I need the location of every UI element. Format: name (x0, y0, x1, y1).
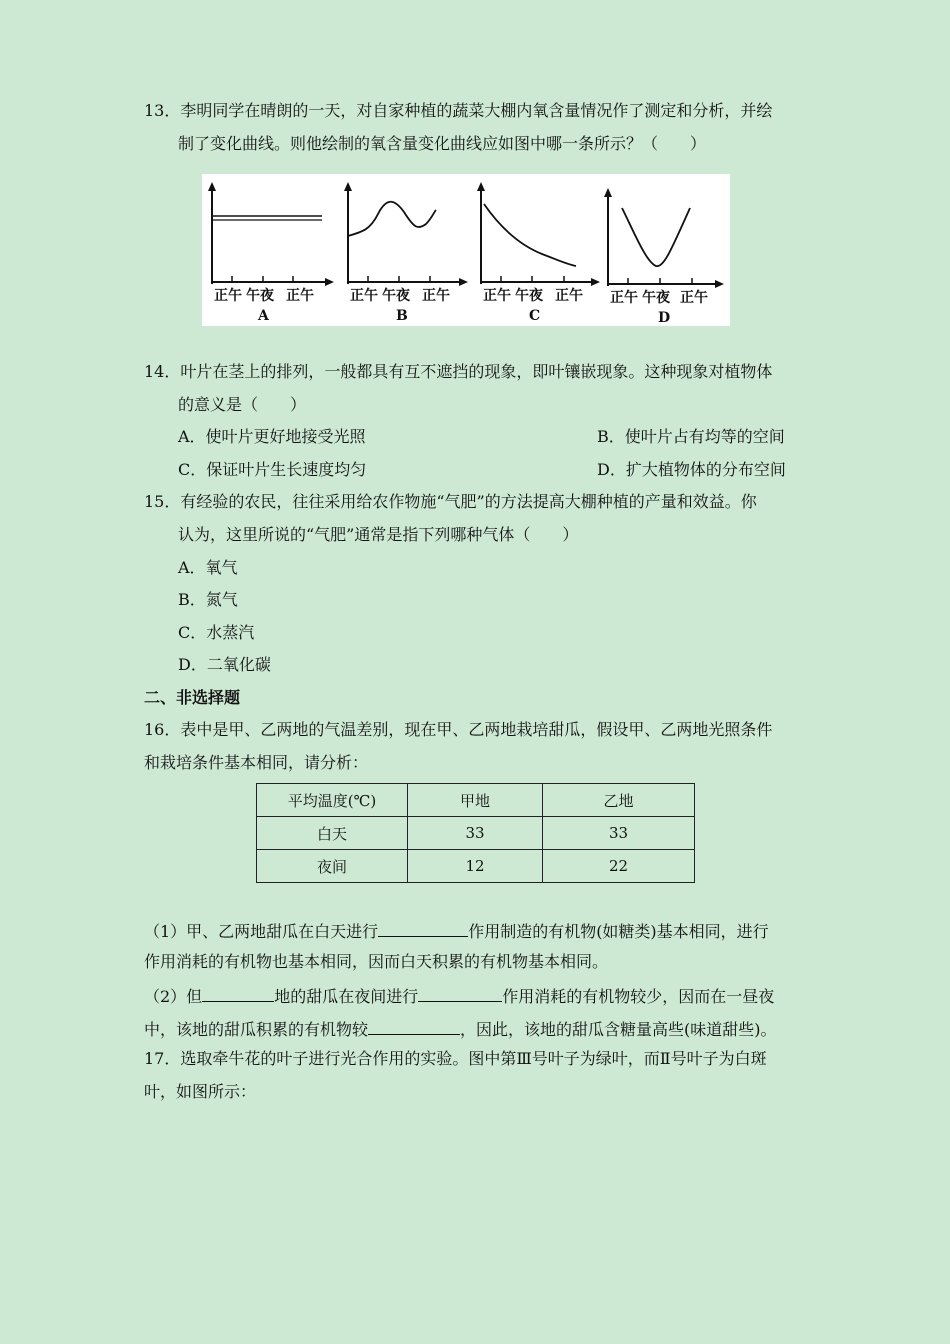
q16-part1-line2: 作用消耗的有机物也基本相同，因而白天积累的有机物基本相同。 (144, 952, 609, 971)
q16-part2-text-a: （2）但 (144, 987, 203, 1006)
q16-part2-line1 (144, 983, 774, 1008)
table-cell: 22 (543, 850, 695, 883)
q15-line2: 认为，这里所说的“气肥”通常是指下列哪种气体（ ） (178, 525, 579, 544)
graph-c-label-2: 午夜 (515, 288, 543, 304)
graph-b-label-3: 正午 (422, 288, 450, 304)
oxygen-curve-figure (202, 174, 730, 326)
q13-line1: 13．李明同学在晴朗的一天，对自家种植的蔬菜大棚内氧含量情况作了测定和分析，并绘 (144, 101, 773, 120)
graph-d (604, 188, 724, 326)
q17-line2: 叶，如图所示： (144, 1082, 257, 1101)
curve-c (484, 204, 576, 266)
q14-option-a: A．使叶片更好地接受光照 (178, 427, 366, 446)
table-header-row (257, 784, 695, 817)
graph-a-label-1: 正午 (214, 288, 242, 304)
section-heading: 二、非选择题 (144, 688, 241, 707)
graph-c-label-1: 正午 (483, 288, 511, 304)
q14-option-b: B．使叶片占有均等的空间 (597, 427, 785, 446)
table-cell: 夜间 (257, 850, 408, 883)
q14-option-d: D．扩大植物体的分布空间 (597, 460, 786, 479)
graph-c (477, 182, 600, 324)
curve-b (348, 202, 436, 236)
table-row (257, 850, 695, 883)
q16-part2-text-b: 地的甜瓜在夜间进行 (274, 987, 419, 1006)
table-cell: 白天 (257, 817, 408, 850)
table-header-cell: 甲地 (408, 784, 543, 817)
q16-part2-text-c: 作用消耗的有机物较少，因而在一昼夜 (502, 987, 775, 1006)
graph-a-letter: A (258, 308, 269, 324)
graph-c-letter: C (529, 308, 541, 324)
oxygen-curve-graphs (202, 174, 730, 326)
graph-b-letter: B (396, 308, 408, 324)
graph-d-label-1: 正午 (610, 290, 638, 306)
answer-blank-4[interactable] (368, 1016, 460, 1035)
q15-option-c: C．水蒸汽 (178, 623, 255, 642)
q14-option-c: C．保证叶片生长速度均匀 (178, 460, 367, 479)
graph-a-label-2: 午夜 (246, 288, 274, 304)
q14-line2: 的意义是（ ） (178, 395, 307, 414)
temperature-table (256, 783, 695, 883)
q14-line1: 14．叶片在茎上的排列，一般都具有互不遮挡的现象，即叶镶嵌现象。这种现象对植物体 (144, 362, 773, 381)
table-header-cell: 乙地 (543, 784, 695, 817)
graph-d-letter: D (658, 310, 671, 326)
q16-line1: 16．表中是甲、乙两地的气温差别，现在甲、乙两地栽培甜瓜，假设甲、乙两地光照条件 (144, 720, 773, 739)
answer-blank-2[interactable] (202, 983, 274, 1002)
graph-b (344, 182, 468, 324)
q16-part1-text-b: 作用制造的有机物(如糖类)基本相同，进行 (468, 922, 769, 941)
graph-a (208, 182, 334, 324)
q16-part1-text-a: （1）甲、乙两地甜瓜在白天进行 (144, 922, 379, 941)
q15-line1: 15．有经验的农民，往往采用给农作物施“气肥”的方法提高大棚种植的产量和效益。你 (144, 492, 757, 511)
graph-b-label-1: 正午 (350, 288, 378, 304)
graph-d-label-2: 午夜 (642, 290, 670, 306)
q16-part2-text-d: 中，该地的甜瓜积累的有机物较 (144, 1020, 369, 1039)
graph-a-label-3: 正午 (286, 288, 314, 304)
table-row (257, 817, 695, 850)
graph-c-label-3: 正午 (555, 288, 583, 304)
q16-part1-line1 (144, 918, 769, 943)
graph-d-label-3: 正午 (680, 290, 708, 306)
q16-part2-text-e: ，因此，该地的甜瓜含糖量高些(味道甜些)。 (460, 1020, 777, 1039)
q15-option-b: B．氮气 (178, 590, 238, 609)
curve-d (622, 208, 690, 266)
q16-part2-line2 (144, 1016, 777, 1041)
answer-blank-3[interactable] (418, 983, 502, 1002)
q17-line1: 17．选取牵牛花的叶子进行光合作用的实验。图中第Ⅲ号叶子为绿叶，而Ⅱ号叶子为白斑 (144, 1049, 767, 1068)
table-cell: 12 (408, 850, 543, 883)
q13-line2: 制了变化曲线。则他绘制的氧含量变化曲线应如图中哪一条所示？（ ） (178, 134, 707, 153)
table-header-cell: 平均温度(℃) (257, 784, 408, 817)
answer-blank-1[interactable] (378, 918, 468, 937)
q16-line2: 和栽培条件基本相同，请分析： (144, 753, 369, 772)
graph-b-label-2: 午夜 (382, 288, 410, 304)
table-cell: 33 (408, 817, 543, 850)
q15-option-a: A．氧气 (178, 558, 238, 577)
table-cell: 33 (543, 817, 695, 850)
q15-option-d: D．二氧化碳 (178, 655, 271, 674)
